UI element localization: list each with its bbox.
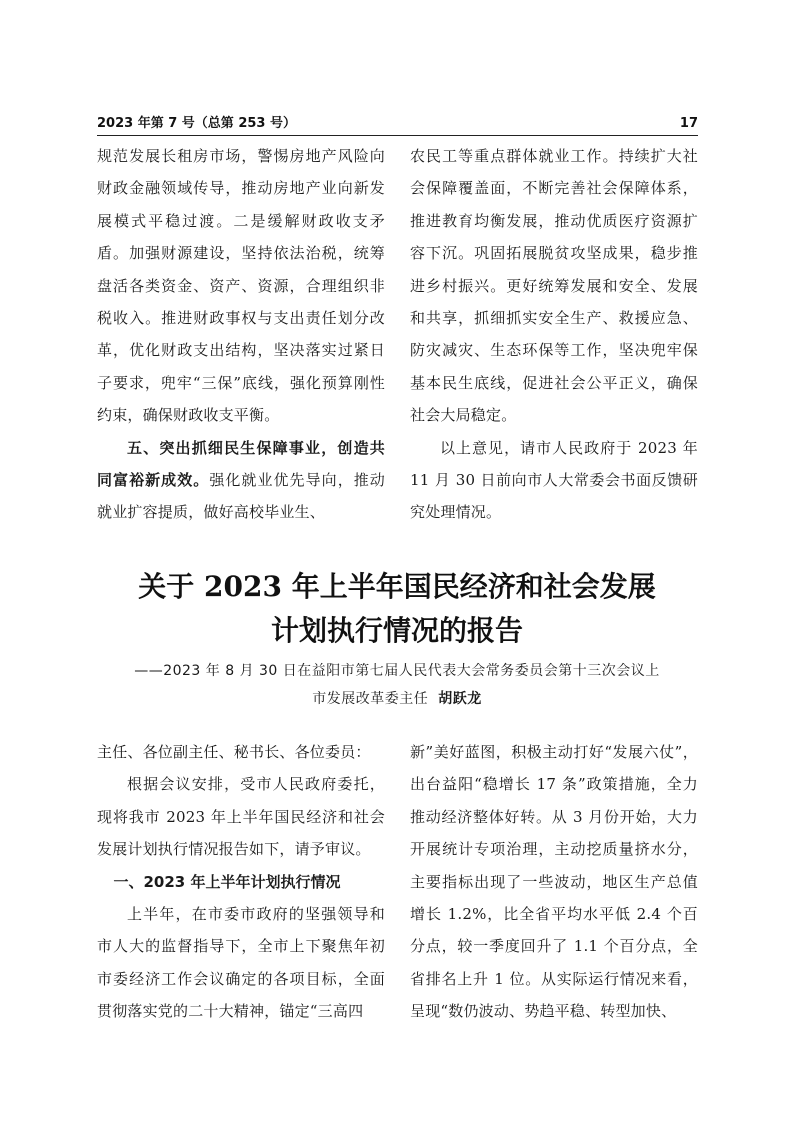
paragraph: [97, 432, 385, 529]
header-rule: [97, 135, 698, 136]
bottom-right-column: [410, 736, 698, 1028]
paragraph: 规范发展长租房市场，警惕房地产风险向财政金融领域传导，推动房地产业向新发展模式平稳过渡。二是缓解财政收支矛盾。加强财源建设，坚持依法治税，统筹盘活各类资金、资产、资源，合理组织非税收入。推进财政事权与支出责任划分改革，优化财政支出结构，坚决落实过紧日子要求，兜牢“三保”底线，强化预算刚性约束，确保财政收支平衡。: [97, 147, 385, 425]
author-name: 胡跃龙: [438, 691, 482, 707]
section-heading: 一、2023 年上半年计划执行情况: [113, 872, 341, 891]
issue-label: 2023 年第 7 号（总第 253 号）: [97, 116, 296, 131]
top-left-column: [97, 140, 385, 529]
page-number: 17: [679, 116, 698, 131]
paragraph: 根据会议安排，受市人民政府委托，现将我市 2023 年上半年国民经济和社会发展计划执行情况报告如下，请予审议。: [97, 775, 385, 859]
salutation: 主任、各位副主任、秘书长、各位委员：: [97, 743, 371, 761]
report-title-block: [60, 565, 734, 713]
paragraph: 上半年，在市委市政府的坚强领导和市人大的监督指导下，全市上下聚焦年初市委经济工作会议确定的各项目标，全面贯彻落实党的二十大精神，锚定“三高四: [97, 905, 385, 1021]
paragraph: 新”美好蓝图，积极主动打好“发展六仗”，出台益阳“稳增长 17 条”政策措施，全力推动经济整体好转。从 3 月份开始，大力开展统计专项治理，主动挖质量挤水分，主要指标出现了一些波动，地区生产总值增长 1.2%，比全省平均水平低 2.4 个百分点，较一季度回升了 1.1 个百分点，全省排名上升 1 位。从实际运行情况来看，呈现“数仍波动、势趋平稳、转型加快、: [410, 743, 698, 1021]
bottom-columns: [97, 736, 698, 1028]
paragraph-body: 强化就业优先导向，推动就业扩容提质，做好高校毕业生、: [97, 471, 385, 522]
report-title-line1: 关于 2023 年上半年国民经济和社会发展: [138, 570, 656, 603]
top-right-column: [410, 140, 698, 529]
running-header: [97, 112, 698, 131]
paragraph: 农民工等重点群体就业工作。持续扩大社会保障覆盖面，不断完善社会保障体系，推进教育均衡发展，推动优质医疗资源扩容下沉。巩固拓展脱贫攻坚成果，稳步推进乡村振兴。更好统筹发展和安全、发展和共享，抓细抓实安全生产、救援应急、防灾减灾、生态环保等工作，坚决兜牢保基本民生底线，促进社会公平正义，确保社会大局稳定。: [410, 147, 698, 425]
section-lead: 五、突出抓细民生保障事业，创造共同富裕新成效。: [97, 438, 385, 490]
author-position: 市发展改革委主任: [312, 691, 429, 707]
bottom-left-column: [97, 736, 385, 1028]
paragraph: 以上意见，请市人民政府于 2023 年 11 月 30 日前向市人大常委会书面反馈研究处理情况。: [410, 438, 698, 522]
report-title-line2: 计划执行情况的报告: [270, 614, 523, 647]
report-subtitle-line1: ——2023 年 8 月 30 日在益阳市第七届人民代表大会常务委员会第十三次会议上: [134, 663, 660, 679]
top-columns: [97, 140, 698, 529]
report-subtitle-line2: [60, 685, 734, 713]
